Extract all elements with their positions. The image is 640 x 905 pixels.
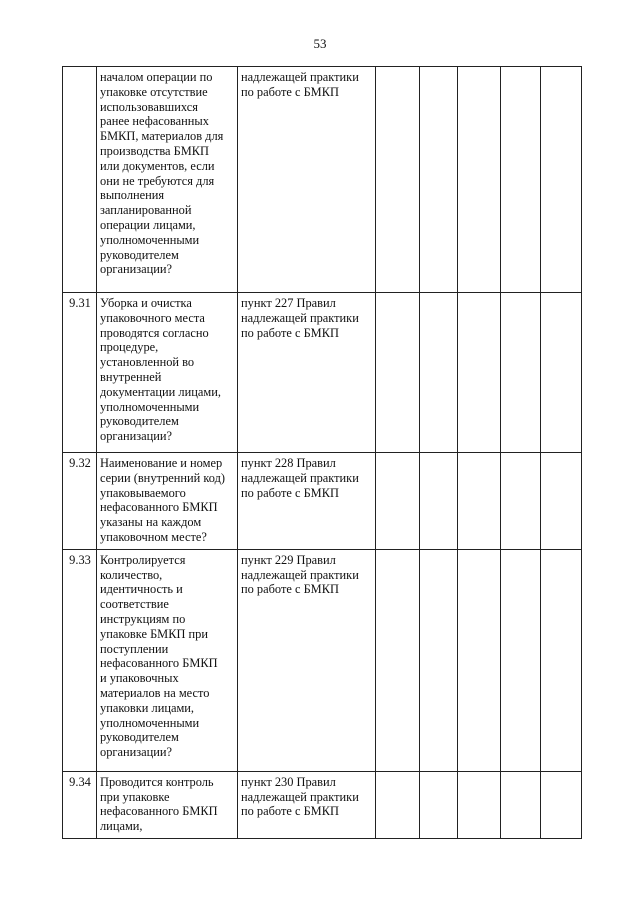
question-line: процедуре, bbox=[100, 340, 159, 355]
item-number-cell: 9.31 bbox=[63, 293, 97, 453]
reference-line: пункт 227 Правил bbox=[241, 296, 336, 310]
reference-line: по работе с БМКП bbox=[241, 485, 339, 500]
question-line: инструкциям по bbox=[100, 611, 186, 626]
question-line: материалов на место bbox=[100, 685, 210, 700]
reference-line: по работе с БМКП bbox=[241, 582, 339, 597]
question-line: операции лицами, bbox=[100, 217, 196, 232]
reference-line: надлежащей практики bbox=[241, 310, 359, 325]
requirement-reference-cell bbox=[238, 293, 376, 453]
question-line: при упаковке bbox=[100, 789, 170, 804]
table-row bbox=[63, 453, 582, 550]
answer-cell bbox=[458, 549, 501, 771]
question-line: лицами, bbox=[100, 819, 143, 834]
question-line: нефасованного БМКП bbox=[100, 656, 218, 671]
question-line: уполномоченными bbox=[100, 715, 200, 730]
answer-cell bbox=[376, 771, 420, 838]
question-line: упаковочном месте? bbox=[100, 529, 207, 544]
question-line: они не требуются для bbox=[100, 173, 215, 188]
question-cell bbox=[97, 67, 238, 293]
answer-cell bbox=[420, 771, 458, 838]
question-line: и упаковочных bbox=[100, 671, 179, 686]
answer-cell bbox=[501, 549, 541, 771]
answer-cell bbox=[376, 67, 420, 293]
reference-line: по работе с БМКП bbox=[241, 325, 339, 340]
requirement-reference-cell bbox=[238, 771, 376, 838]
reference-line: пункт 229 Правил bbox=[241, 552, 336, 567]
question-line: упаковке отсутствие bbox=[100, 84, 208, 99]
answer-cell bbox=[541, 453, 582, 550]
reference-line: надлежащей практики bbox=[241, 789, 359, 804]
answer-cell bbox=[376, 453, 420, 550]
answer-cell bbox=[541, 771, 582, 838]
answer-cell bbox=[541, 67, 582, 293]
question-cell bbox=[97, 549, 238, 771]
answer-cell bbox=[541, 549, 582, 771]
answer-cell bbox=[541, 293, 582, 453]
question-line: БМКП, материалов для bbox=[100, 129, 224, 144]
reference-line: по работе с БМКП bbox=[241, 804, 339, 819]
table-row bbox=[63, 293, 582, 453]
question-line: нефасованного БМКП bbox=[100, 500, 218, 515]
question-line: указаны на каждом bbox=[100, 515, 202, 530]
item-number-cell bbox=[63, 67, 97, 293]
answer-cell bbox=[420, 549, 458, 771]
question-line: использовавшихся bbox=[100, 99, 198, 114]
answer-cell bbox=[458, 771, 501, 838]
answer-cell bbox=[420, 293, 458, 453]
question-line: упаковки лицами, bbox=[100, 700, 195, 715]
answer-cell bbox=[458, 293, 501, 453]
requirement-reference-cell bbox=[238, 453, 376, 550]
question-line: Уборка и очистка bbox=[100, 296, 192, 310]
checklist-table bbox=[62, 66, 582, 839]
question-line: выполнения bbox=[100, 188, 165, 203]
question-line: началом операции по bbox=[100, 70, 213, 84]
question-line: руководителем bbox=[100, 247, 179, 262]
question-line: упаковке БМКП при bbox=[100, 626, 208, 641]
page-number: 53 bbox=[313, 36, 327, 51]
answer-cell bbox=[501, 67, 541, 293]
reference-line: пункт 228 Правил bbox=[241, 456, 336, 470]
question-line: уполномоченными bbox=[100, 232, 200, 247]
question-line: организации? bbox=[100, 262, 173, 277]
answer-cell bbox=[501, 293, 541, 453]
answer-cell bbox=[420, 67, 458, 293]
answer-cell bbox=[458, 67, 501, 293]
question-line: Контролируется bbox=[100, 552, 186, 567]
question-line: соответствие bbox=[100, 597, 169, 612]
question-cell bbox=[97, 293, 238, 453]
reference-line: по работе с БМКП bbox=[241, 84, 339, 99]
question-line: установленной во bbox=[100, 355, 195, 370]
question-line: или документов, если bbox=[100, 158, 215, 173]
table-row bbox=[63, 771, 582, 838]
requirement-reference-cell bbox=[238, 549, 376, 771]
question-line: документации лицами, bbox=[100, 384, 221, 399]
question-line: организации? bbox=[100, 745, 173, 760]
item-number-cell: 9.34 bbox=[63, 771, 97, 838]
question-line: руководителем bbox=[100, 414, 179, 429]
requirement-reference-cell bbox=[238, 67, 376, 293]
question-line: проводятся согласно bbox=[100, 325, 209, 340]
answer-cell bbox=[501, 453, 541, 550]
answer-cell bbox=[420, 453, 458, 550]
question-line: уполномоченными bbox=[100, 399, 200, 414]
answer-cell bbox=[501, 771, 541, 838]
question-line: нефасованного БМКП bbox=[100, 804, 218, 819]
question-line: поступлении bbox=[100, 641, 169, 656]
item-number-cell: 9.32 bbox=[63, 453, 97, 550]
reference-line: надлежащей практики bbox=[241, 70, 359, 84]
question-line: идентичность и bbox=[100, 582, 183, 597]
answer-cell bbox=[376, 549, 420, 771]
table-row bbox=[63, 67, 582, 293]
question-cell bbox=[97, 771, 238, 838]
table-body bbox=[63, 67, 582, 839]
answer-cell bbox=[458, 453, 501, 550]
question-line: внутренней bbox=[100, 369, 162, 384]
question-line: количество, bbox=[100, 567, 163, 582]
answer-cell bbox=[376, 293, 420, 453]
item-number-cell: 9.33 bbox=[63, 549, 97, 771]
reference-line: надлежащей практики bbox=[241, 470, 359, 485]
question-line: запланированной bbox=[100, 203, 192, 218]
question-cell bbox=[97, 453, 238, 550]
question-line: упаковочного места bbox=[100, 310, 205, 325]
question-line: упаковываемого bbox=[100, 485, 186, 500]
question-line: Наименование и номер bbox=[100, 456, 223, 470]
reference-line: надлежащей практики bbox=[241, 567, 359, 582]
question-line: руководителем bbox=[100, 730, 179, 745]
table-row bbox=[63, 549, 582, 771]
question-line: ранее нефасованных bbox=[100, 114, 209, 129]
question-line: организации? bbox=[100, 429, 173, 444]
question-line: Проводится контроль bbox=[100, 774, 214, 789]
reference-line: пункт 230 Правил bbox=[241, 774, 336, 789]
question-line: серии (внутренний код) bbox=[100, 470, 226, 485]
question-line: производства БМКП bbox=[100, 143, 209, 158]
